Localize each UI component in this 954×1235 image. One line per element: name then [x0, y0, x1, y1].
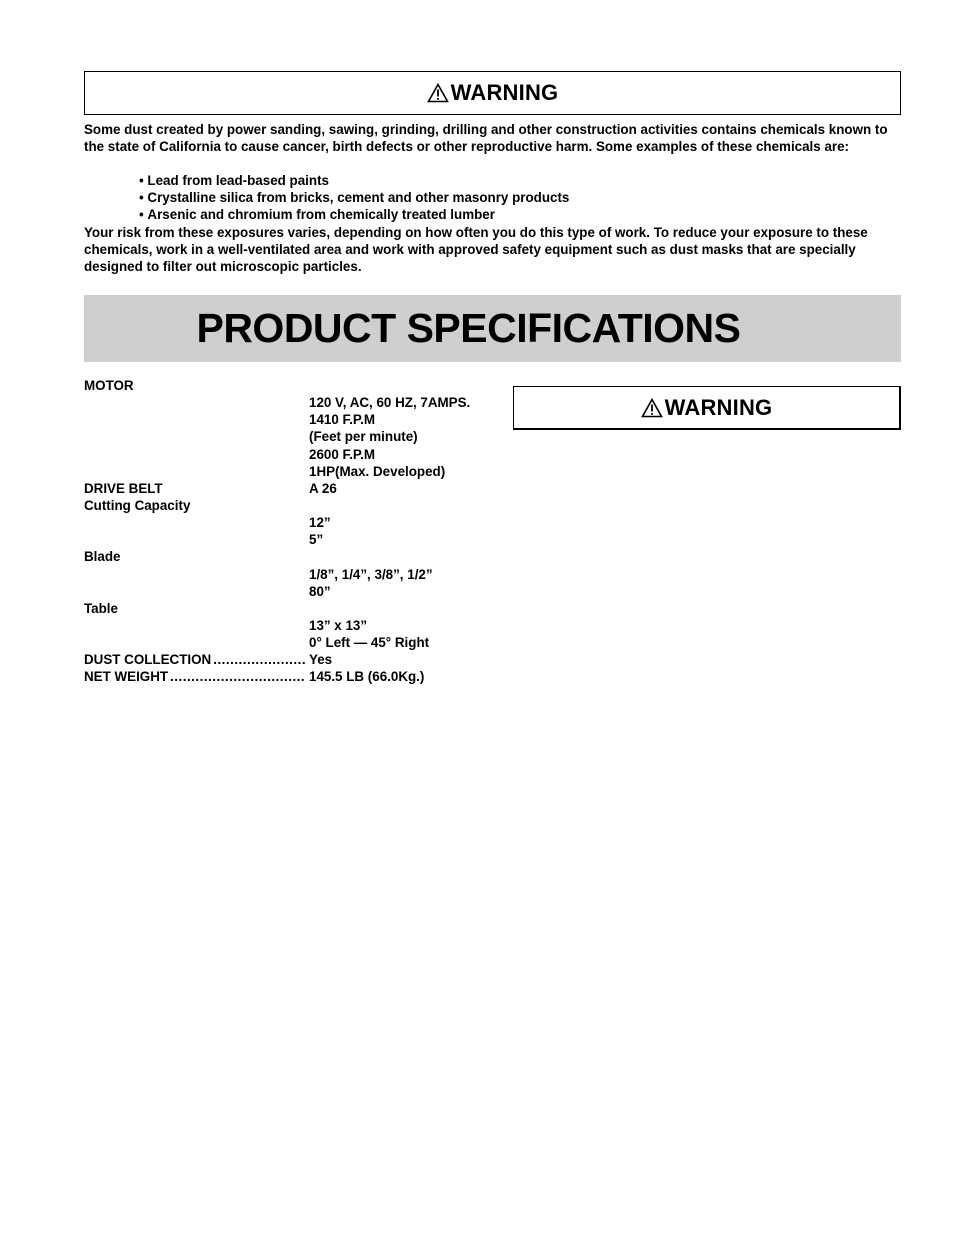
list-item: • Lead from lead-based paints [139, 172, 569, 189]
section-banner [84, 295, 901, 362]
warning-header-top [84, 71, 901, 115]
spec-value-motor-hp: 1HP(Max. Developed) [309, 464, 446, 479]
spec-value-blade-2: 80” [309, 584, 331, 599]
leader-dots [170, 668, 306, 685]
spec-value-cutting-2: 5” [309, 532, 324, 547]
spec-value-table-2: 0° Left — 45° Right [309, 635, 430, 650]
spec-label-cutting-capacity: Cutting Capacity [84, 498, 191, 513]
spec-value-cutting-1: 12” [309, 515, 331, 530]
spec-value-drive-belt: A 26 [309, 481, 337, 496]
leader-dots [213, 651, 306, 668]
spec-label-dust-collection: DUST COLLECTION ..... [84, 651, 306, 668]
spec-value-motor-voltage: 120 V, AC, 60 HZ, 7AMPS. [309, 395, 471, 410]
spec-value-net-weight: 145.5 LB (66.0Kg.) [309, 669, 425, 684]
spec-label-table: Table [84, 601, 118, 616]
warning-header-right [513, 386, 901, 430]
spec-value-blade-1: 1/8”, 1/4”, 3/8”, 1/2” [309, 567, 433, 582]
warning-triangle-icon [427, 83, 449, 103]
spec-value-dust-collection: Yes [309, 652, 333, 667]
spec-value-motor-speed-1: 1410 F.P.M [309, 412, 376, 427]
chemical-examples-list [139, 172, 569, 224]
list-item: • Crystalline silica from bricks, cement and other masonry products [139, 189, 569, 206]
spec-value-motor-speed-2: 2600 F.P.M [309, 447, 376, 462]
page-title: PRODUCT SPECIFICATIONS [196, 305, 741, 351]
warning-label: WARNING [664, 394, 773, 420]
spec-label-blade: Blade [84, 549, 121, 564]
risk-paragraph: Your risk from these exposures varies, depending on how often you do this type of work. To reduce your exposure to these chemicals, work in a well-ventilated area and work with approved safety equipment such as dust masks that are specially designed to filter out microscopic particles. [84, 225, 868, 275]
spec-label-net-weight: NET WEIGHT ..... [84, 668, 306, 685]
warning-label: WARNING [450, 80, 559, 105]
spec-label-motor: MOTOR [84, 378, 134, 393]
spec-value-table-1: 13” x 13” [309, 618, 368, 633]
intro-paragraph: Some dust created by power sanding, sawing, grinding, drilling and other construction activities contains chemicals known to the state of California to cause cancer, birth defects or other reproductive harm. Some examples of these chemicals are: [84, 122, 888, 155]
spec-value-motor-unit: (Feet per minute) [309, 429, 418, 444]
warning-triangle-icon [641, 398, 663, 418]
spec-label-drive-belt: DRIVE BELT [84, 481, 163, 496]
list-item: • Arsenic and chromium from chemically treated lumber [139, 206, 569, 223]
